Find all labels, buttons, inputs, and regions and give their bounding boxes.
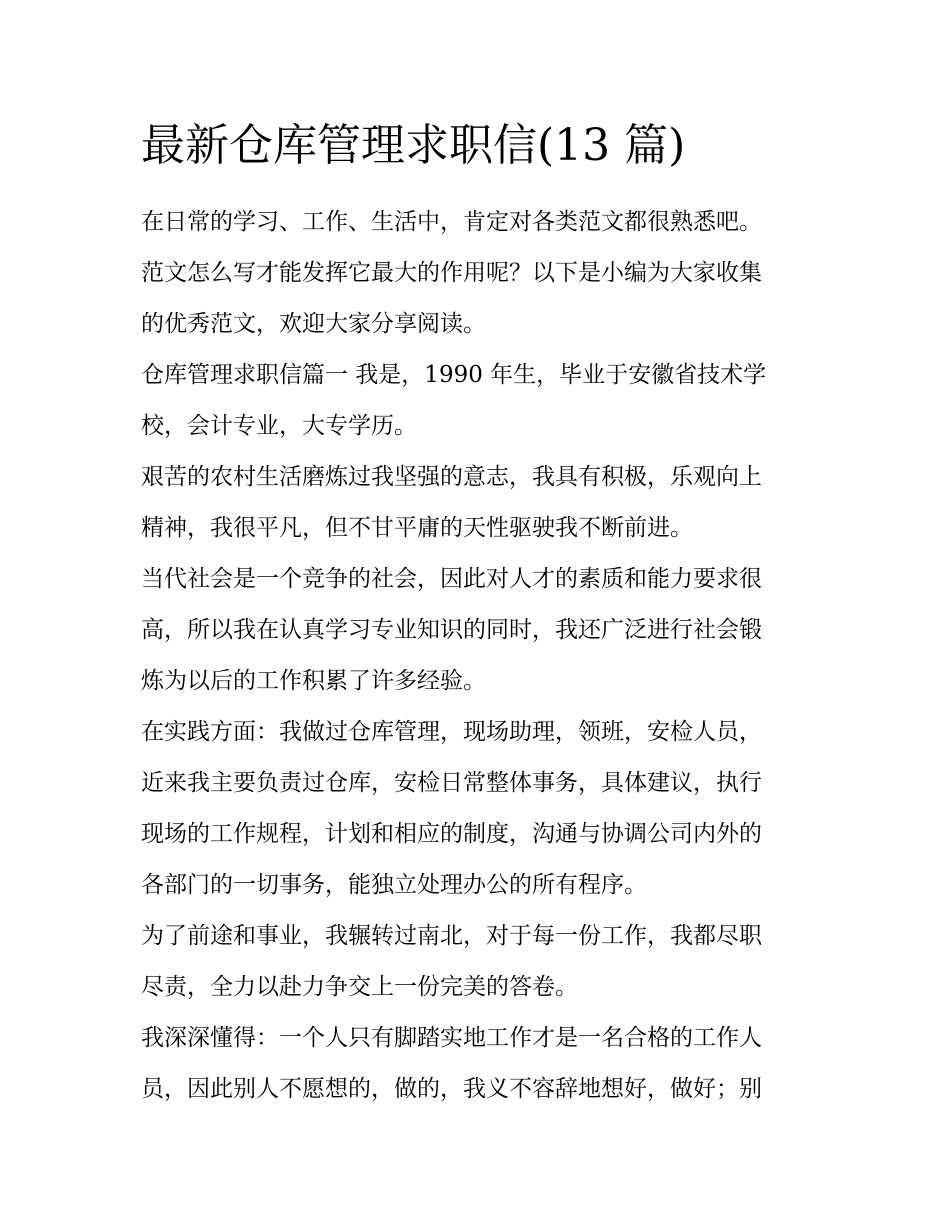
document-body — [141, 197, 813, 1115]
paragraph-society: 当代社会是一个竞争的社会，因此对人才的素质和能力要求很 高，所以我在认真学习专业知识的同时，我还广泛进行社会锻 炼为以后的工作积累了许多经验。 — [141, 566, 762, 694]
paragraph-intro: 在日常的学习、工作、生活中，肯定对各类范文都很熟悉吧。 范文怎么写才能发挥它最大的作用呢？以下是小编为大家收集 的优秀范文，欢迎大家分享阅读。 — [141, 209, 762, 337]
paragraph-understanding: 我深深懂得：一个人只有脚踏实地工作才是一名合格的工作人 员，因此别人不愿想的，做的，我义不容辞地想好，做好；别 — [141, 1025, 762, 1102]
paragraph-character: 艰苦的农村生活磨炼过我坚强的意志，我具有积极，乐观向上 精神，我很平凡，但不甘平庸的天性驱驶我不断前进。 — [141, 464, 762, 541]
document-title: 最新仓库管理求职信(13 篇) — [141, 120, 686, 171]
paragraph-practice: 在实践方面：我做过仓库管理，现场助理，领班，安检人员， 近来我主要负责过仓库，安检日常整体事务，具体建议，执行 现场的工作规程，计划和相应的制度，沟通与协调公司内外的 各部门的一切事务，能独立处理办公的所有程序。 — [141, 719, 762, 898]
paragraph-self-introduction: 仓库管理求职信篇一 我是，1990 年生，毕业于安徽省技术学 校，会计专业，大专学历。 — [141, 362, 767, 439]
paragraph-career: 为了前途和事业，我辗转过南北，对于每一份工作，我都尽职 尽责，全力以赴力争交上一份完美的答卷。 — [141, 923, 762, 1000]
